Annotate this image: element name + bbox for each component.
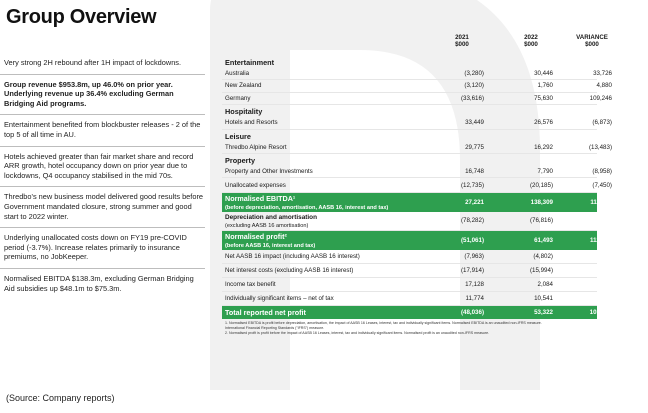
- footnote: 1. Normalised EBITDA is profit before depreciation, amortisation, the impact of AASB 16 Leases, interest, tax and individually significant items. Normalised EBITDA is an unaudited non-IFRS measure.: [225, 320, 542, 325]
- bullet: Entertainment benefited from blockbuster releases - 2 of the top 5 of all time in AU.: [0, 114, 205, 145]
- bullet: Very strong 2H rebound after 1H impact of lockdowns.: [4, 58, 182, 67]
- footnote: 2. Normalised profit is profit before the impact of AASB 16 Leases, interest, tax and individually significant items. Normalised profit is an unaudited non-IFRS measure.: [225, 330, 490, 335]
- table-row: New Zealand (3,120) 1,760 4,880: [222, 80, 597, 92]
- table-header: [222, 32, 608, 56]
- section-property: Property: [225, 155, 256, 165]
- summary-bullets: [0, 48, 205, 299]
- page-title: Group Overview: [6, 6, 157, 28]
- section-entertainment: Entertainment: [225, 58, 275, 67]
- table-row: Unallocated expenses (12,735) (20,185) (7,450): [222, 180, 597, 192]
- col-header-2022: 2022 $000: [524, 34, 538, 48]
- bullet: Group revenue $953.8m, up 46.0% on prior year. Underlying revenue up 36.4% excluding German Bridging Aid programs.: [0, 74, 205, 115]
- table-row: Net interest costs (excluding AASB 16 interest) (17,914) (15,994): [222, 264, 597, 278]
- table-row: Thredbo Alpine Resort 29,775 16,292 (13,483): [222, 142, 597, 154]
- bullet: Normalised EBITDA $138.3m, excluding German Bridging Aid subsidies up $48.1m to $75.3m.: [0, 268, 205, 299]
- bullet: Thredbo's new business model delivered good results before Government mandated closure, strong summer and good start to 2022 winter.: [0, 186, 205, 227]
- table-row: Depreciation and amortisation (excluding AASB 16 amortisation) (78,282) (76,816): [222, 212, 597, 231]
- section-hospitality: Hospitality: [225, 107, 263, 117]
- table-row: Individually significant items – net of tax 11,774 10,541: [222, 292, 597, 306]
- source-caption: (Source: Company reports): [6, 393, 115, 403]
- financial-table: [222, 32, 612, 336]
- section-leisure: Leisure: [225, 131, 251, 141]
- col-header-2021: 2021 $000: [455, 34, 469, 48]
- col-header-variance: VARIANCE $000: [576, 34, 608, 48]
- table-row: Germany (33,616) 75,630 109,246: [222, 93, 597, 105]
- bullet: Underlying unallocated costs down on FY19 pre-COVID period (-3.7%). Increase relates primarily to insurance premiums, no JobKeeper.: [0, 227, 205, 268]
- table-row: Australia (3,280) 30,446 33,726: [222, 68, 597, 80]
- ebitda-row: Normalised EBITDA¹ (before depreciation, amortisation, AASB 16, interest and tax) 27,221 138,309 111,088: [222, 193, 597, 212]
- footnote: International Financial Reporting Standards ("IFRS") measure.: [225, 325, 325, 330]
- footnotes: [222, 321, 597, 336]
- table-row: Property and Other Investments 16,748 7,790 (8,958): [222, 166, 597, 178]
- table-row: Income tax benefit 17,128 2,084: [222, 278, 597, 292]
- total-net-profit-row: Total reported net profit (48,036) 53,322 101,358: [222, 306, 597, 319]
- bullet: Hotels achieved greater than fair market share and record ARR growth, hotel occupancy down on prior year due to lockdowns, Q4 occupancy stabilised in the mid 70s.: [0, 146, 205, 187]
- table-row: Net AASB 16 impact (including AASB 16 interest) (7,963) (4,802): [222, 250, 597, 264]
- table-row: Hotels and Resorts 33,449 26,576 (6,873): [222, 117, 597, 129]
- normalised-profit-row: Normalised profit² (before AASB 16, interest and tax) (51,061) 61,493 112,554: [222, 231, 597, 250]
